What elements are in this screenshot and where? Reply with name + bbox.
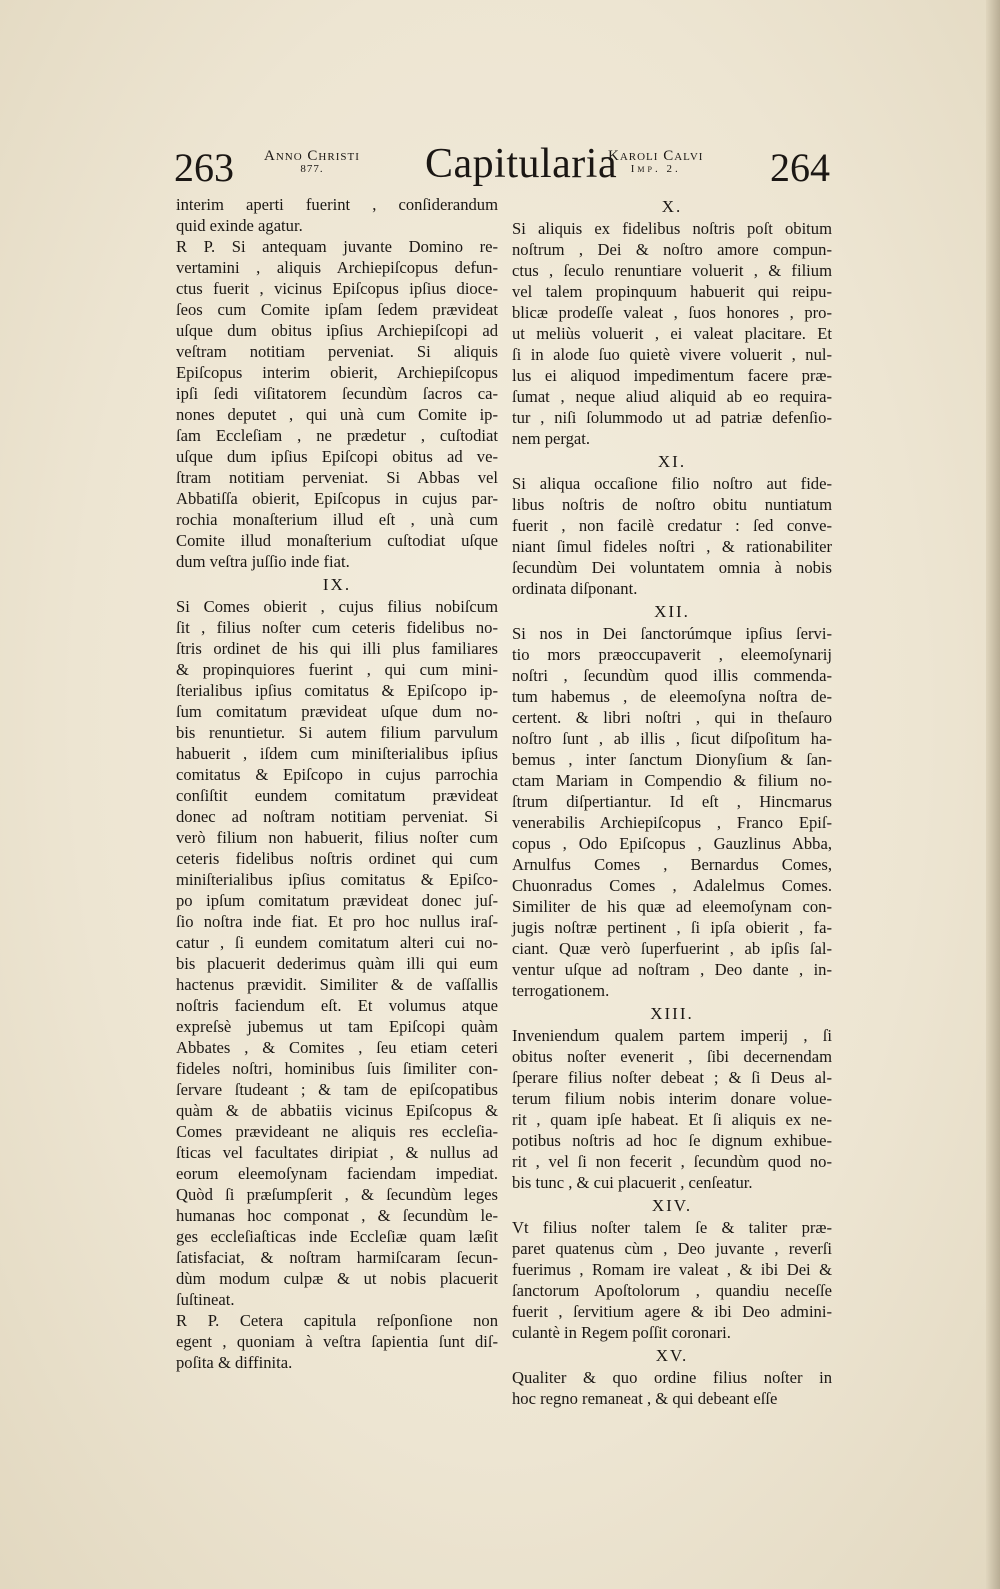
running-header (170, 140, 830, 190)
text-line: bis tunc , & cui placuerit , cenſeatur. (512, 1173, 753, 1192)
text-line: ctus fuerit , vicinus Epiſcopus ipſius dioce- (176, 279, 498, 298)
text-line: noſtro ſunt , ab illis , ſicut diſpoſitum ha- (512, 729, 832, 748)
text-line: copus , Odo Epiſcopus , Gauzlinus Abba, (512, 834, 832, 853)
karoli-label: Karoli Calvi (608, 148, 704, 164)
text-line: ſperare filius noſter debeat ; & ſi Deus al- (512, 1068, 832, 1087)
text-line: dum veſtra juſſio inde fiat. (176, 552, 350, 571)
text-line: ſervare ſtudeant ; & tam de epiſcopatibus (176, 1080, 498, 1099)
text-line: rochia monaſterium illud eſt , unà cum (176, 510, 498, 529)
text-line: uſque dum obitus ipſius Archiepiſcopi ad (176, 321, 498, 340)
text-line: Inveniendum qualem partem imperij , ſi (512, 1026, 832, 1045)
text-line: bemus , inter ſanctum Dionyſium & ſan- (512, 750, 832, 769)
text-line: Comes prævideant ne aliquis res eccleſia- (176, 1122, 498, 1141)
text-line: lus ei aliquod impedimentum facere præ- (512, 366, 832, 385)
text-line: nones deputet , qui unà cum Comite ip- (176, 405, 498, 424)
text-line: ſit , filius noſter cum ceteris fidelibus no- (176, 618, 498, 637)
text-line: Abbatiſſa obierit, Epiſcopus in cujus par- (176, 489, 498, 508)
anno-year: 877. (300, 163, 324, 175)
text-line: noſtrum , Dei & noſtro amore compun- (512, 240, 832, 259)
text-line: ſam Eccleſiam , ne prædetur , cuſtodiat (176, 426, 498, 445)
text-line: ipſi ſedi viſitatorem ſecundùm ſacros ca- (176, 384, 498, 403)
section-heading: XII. (654, 602, 690, 621)
text-line: ſticas vel facultates diripiat , & nullus ad (176, 1143, 498, 1162)
text-line: blicæ prodeſſe valeat , ſuos honores , pro- (512, 303, 832, 322)
text-line: ſecundùm Dei voluntatem omnia à nobis (512, 558, 832, 577)
text-line: noſtris faciendum eſt. Et volumus atque (176, 996, 498, 1015)
right-column (512, 194, 832, 1409)
text-line: eorum eleemoſynam faciendam impediat. (176, 1164, 498, 1183)
text-line: fideles noſtri, hominibus ſuis ſimiliter con- (176, 1059, 498, 1078)
text-line: hactenus prævidit. Similiter & de vaſſallis (176, 975, 498, 994)
text-line: noſtri , ſecundùm quod illis commenda- (512, 666, 832, 685)
text-line: ſuſtineat. (176, 1290, 235, 1309)
text-line: ſatisfaciat, & noſtram harmiſcaram ſecun- (176, 1248, 498, 1267)
text-line: ut meliùs voluerit , ei valeat placitare. Et (512, 324, 832, 343)
text-line: humanas hoc componat , & ſecundùm le- (176, 1206, 498, 1225)
page-edge (986, 0, 1000, 1589)
text-line: Si aliquis ex fidelibus noſtris poſt obitum (512, 219, 832, 238)
text-line: expreſsè jubemus ut tam Epiſcopi quàm (176, 1017, 498, 1036)
text-line: Si aliqua occaſione filio noſtro aut fide- (512, 474, 832, 493)
text-line: rit , quam ipſe habeat. Et ſi aliquis ex ne- (512, 1110, 832, 1129)
text-line: ventur uſque ad noſtram , Deo dante , in- (512, 960, 832, 979)
anno-label: Anno Christi (264, 148, 360, 164)
text-line: interim aperti fuerint , conſiderandum (176, 195, 498, 214)
text-line: ctus , ſeculo renuntiare voluerit , & filium (512, 261, 832, 280)
text-line: rit , vel ſi non fecerit , ſecundùm quod no- (512, 1152, 832, 1171)
text-line: terrogationem. (512, 981, 610, 1000)
text-line: poſita & diffinita. (176, 1353, 293, 1372)
text-line: Si Comes obierit , cujus filius nobiſcum (176, 597, 498, 616)
text-line: libus noſtris de noſtro obitu nuntiatum (512, 495, 832, 514)
text-line: ſi in alode ſuo quietè vivere voluerit , nul- (512, 345, 832, 364)
text-line: Comite illud monaſterium cuſtodiat uſque (176, 531, 498, 550)
text-line: Qualiter & quo ordine filius noſter in (512, 1368, 832, 1387)
left-column (176, 194, 498, 1373)
text-line: & propinquiores fuerint , qui cum mini- (176, 660, 498, 679)
section-heading: IX. (322, 575, 352, 594)
text-line: ſum comitatum prævideat uſque dum no- (176, 702, 498, 721)
text-line: culantè in Regem poſſit coronari. (512, 1323, 731, 1342)
text-line: tio mors præoccupaverit , eleemoſynarij (512, 645, 832, 664)
running-title: Capitularia (425, 141, 618, 187)
text-line: ſtram notitiam perveniat. Si Abbas vel (176, 468, 498, 487)
text-line: quàm & de abbatiis vicinus Epiſcopus & (176, 1101, 498, 1120)
text-line: Arnulfus Comes , Bernardus Comes, (512, 855, 832, 874)
text-line: hoc regno remaneat , & qui debeant eſſe (512, 1389, 778, 1408)
text-line: Similiter de his quæ ad eleemoſynam con- (512, 897, 832, 916)
text-line: vel talem propinquum habuerit qui reipu- (512, 282, 832, 301)
text-line: potibus noſtris ad hoc ſe dignum exhibue- (512, 1131, 832, 1150)
text-line: catur , ſi eundem comitatum alteri cui no- (176, 933, 498, 952)
text-line: ceteris fidelibus noſtris ordinet qui cum (176, 849, 498, 868)
text-line: R P. Cetera capitula reſponſione non (176, 1311, 498, 1330)
section-heading: XIV. (651, 1196, 693, 1215)
text-line: ſeos cum Comite ipſam ſedem prævideat (176, 300, 498, 319)
text-line: fuerimus , Romam ire valeat , & ibi Dei & (512, 1260, 832, 1279)
text-line: terum filium nobis interim donare volue- (512, 1089, 832, 1108)
text-line: Epiſcopus interim obierit, Archiepiſcopus (176, 363, 498, 382)
text-line: veſtram notitiam perveniat. Si aliquis (176, 342, 498, 361)
section-heading: XIII. (650, 1004, 694, 1023)
text-line: Chuonradus Comes , Adalelmus Comes. (512, 876, 832, 895)
text-line: ciant. Quæ verò ſuperfuerint , ab ipſis ſal- (512, 939, 832, 958)
text-line: uſque dum ipſius Epiſcopi obitus ad ve- (176, 447, 498, 466)
section-heading: X. (661, 197, 683, 216)
text-line: Vt filius noſter talem ſe & taliter præ- (512, 1218, 832, 1237)
text-line: egent , quoniam à veſtra ſapientia ſunt diſ- (176, 1332, 498, 1351)
section-heading: XV. (655, 1346, 689, 1365)
text-line: niant ſimul fideles noſtri , & rationabiliter (512, 537, 832, 556)
text-line: dùm modum culpæ & ut nobis placuerit (176, 1269, 498, 1288)
text-line: habuerit , iſdem cum miniſterialibus ipſius (176, 744, 498, 763)
text-line: certent. & libri noſtri , qui in theſauro (512, 708, 832, 727)
text-line: miniſterialibus ipſius comitatus & Epiſco- (176, 870, 498, 889)
text-line: donec ad noſtram notitiam perveniat. Si (176, 807, 498, 826)
text-line: bis renuntietur. Si autem filium parvulum (176, 723, 498, 742)
text-line: ſumat , neque aliud aliquid ab eo requira- (512, 387, 832, 406)
section-heading: XI. (657, 452, 687, 471)
text-line: ſtris ordinet de his qui illi plus familiares (176, 639, 498, 658)
text-line: vertamini , aliquis Archiepiſcopus defun- (176, 258, 498, 277)
text-line: ſio noſtra inde fiat. Et pro hoc nullus iraſ- (176, 912, 498, 931)
text-line: nem pergat. (512, 429, 591, 448)
text-line: fuerit , non facilè credatur : ſed conve- (512, 516, 832, 535)
text-line: verò filium non habuerit, filius noſter cum (176, 828, 498, 847)
page-number-right: 264 (770, 145, 830, 190)
text-line: po ipſum comitatum prævideat donec juſ- (176, 891, 498, 910)
text-line: Abbates , & Comites , ſeu etiam ceteri (176, 1038, 498, 1057)
karoli-calvi (608, 148, 703, 175)
text-line: venerabilis Archiepiſcopus , Franco Epiſ- (512, 813, 832, 832)
text-line: bis placuerit dederimus quàm illi qui eum (176, 954, 498, 973)
text-line: fuerit , ſervitium agere & ibi Deo admini- (512, 1302, 832, 1321)
text-line: ſtrum diſpertiantur. Id eſt , Hincmarus (512, 792, 832, 811)
text-line: comitatus & Epiſcopo in cujus parrochia (176, 765, 498, 784)
text-line: paret quatenus cùm , Deo juvante , reverſi (512, 1239, 832, 1258)
text-line: Quòd ſi præſumpſerit , & ſecundùm leges (176, 1185, 498, 1204)
text-line: quid exinde agatur. (176, 216, 303, 235)
text-line: Si nos in Dei ſanctorúmque ipſius ſervi- (512, 624, 832, 643)
text-line: conſiſtit eundem comitatum prævideat (176, 786, 498, 805)
text-line: ctam Mariam in Compendio & filium no- (512, 771, 832, 790)
text-line: obitus noſter evenerit , ſibi decernendam (512, 1047, 832, 1066)
text-line: ſterialibus ipſius comitatus & Epiſcopo ip- (176, 681, 498, 700)
text-line: ſanctorum Apoſtolorum , quandiu neceſſe (512, 1281, 832, 1300)
text-line: jugis noſtræ pertinent , ſi ipſa obierit , fa- (512, 918, 832, 937)
text-line: ordinata diſponant. (512, 579, 638, 598)
imperial-year: Imp. 2. (630, 163, 681, 175)
text-line: ges eccleſiaſticas inde Eccleſiæ quam læſit (176, 1227, 498, 1246)
text-line: tur , niſi ſolummodo ut ad patriæ defenſio- (512, 408, 832, 427)
anno-christi (264, 148, 360, 175)
page-number-left: 263 (174, 145, 234, 190)
text-line: tum habemus , de eleemoſyna noſtra de- (512, 687, 832, 706)
text-line: R P. Si antequam juvante Domino re- (176, 237, 498, 256)
